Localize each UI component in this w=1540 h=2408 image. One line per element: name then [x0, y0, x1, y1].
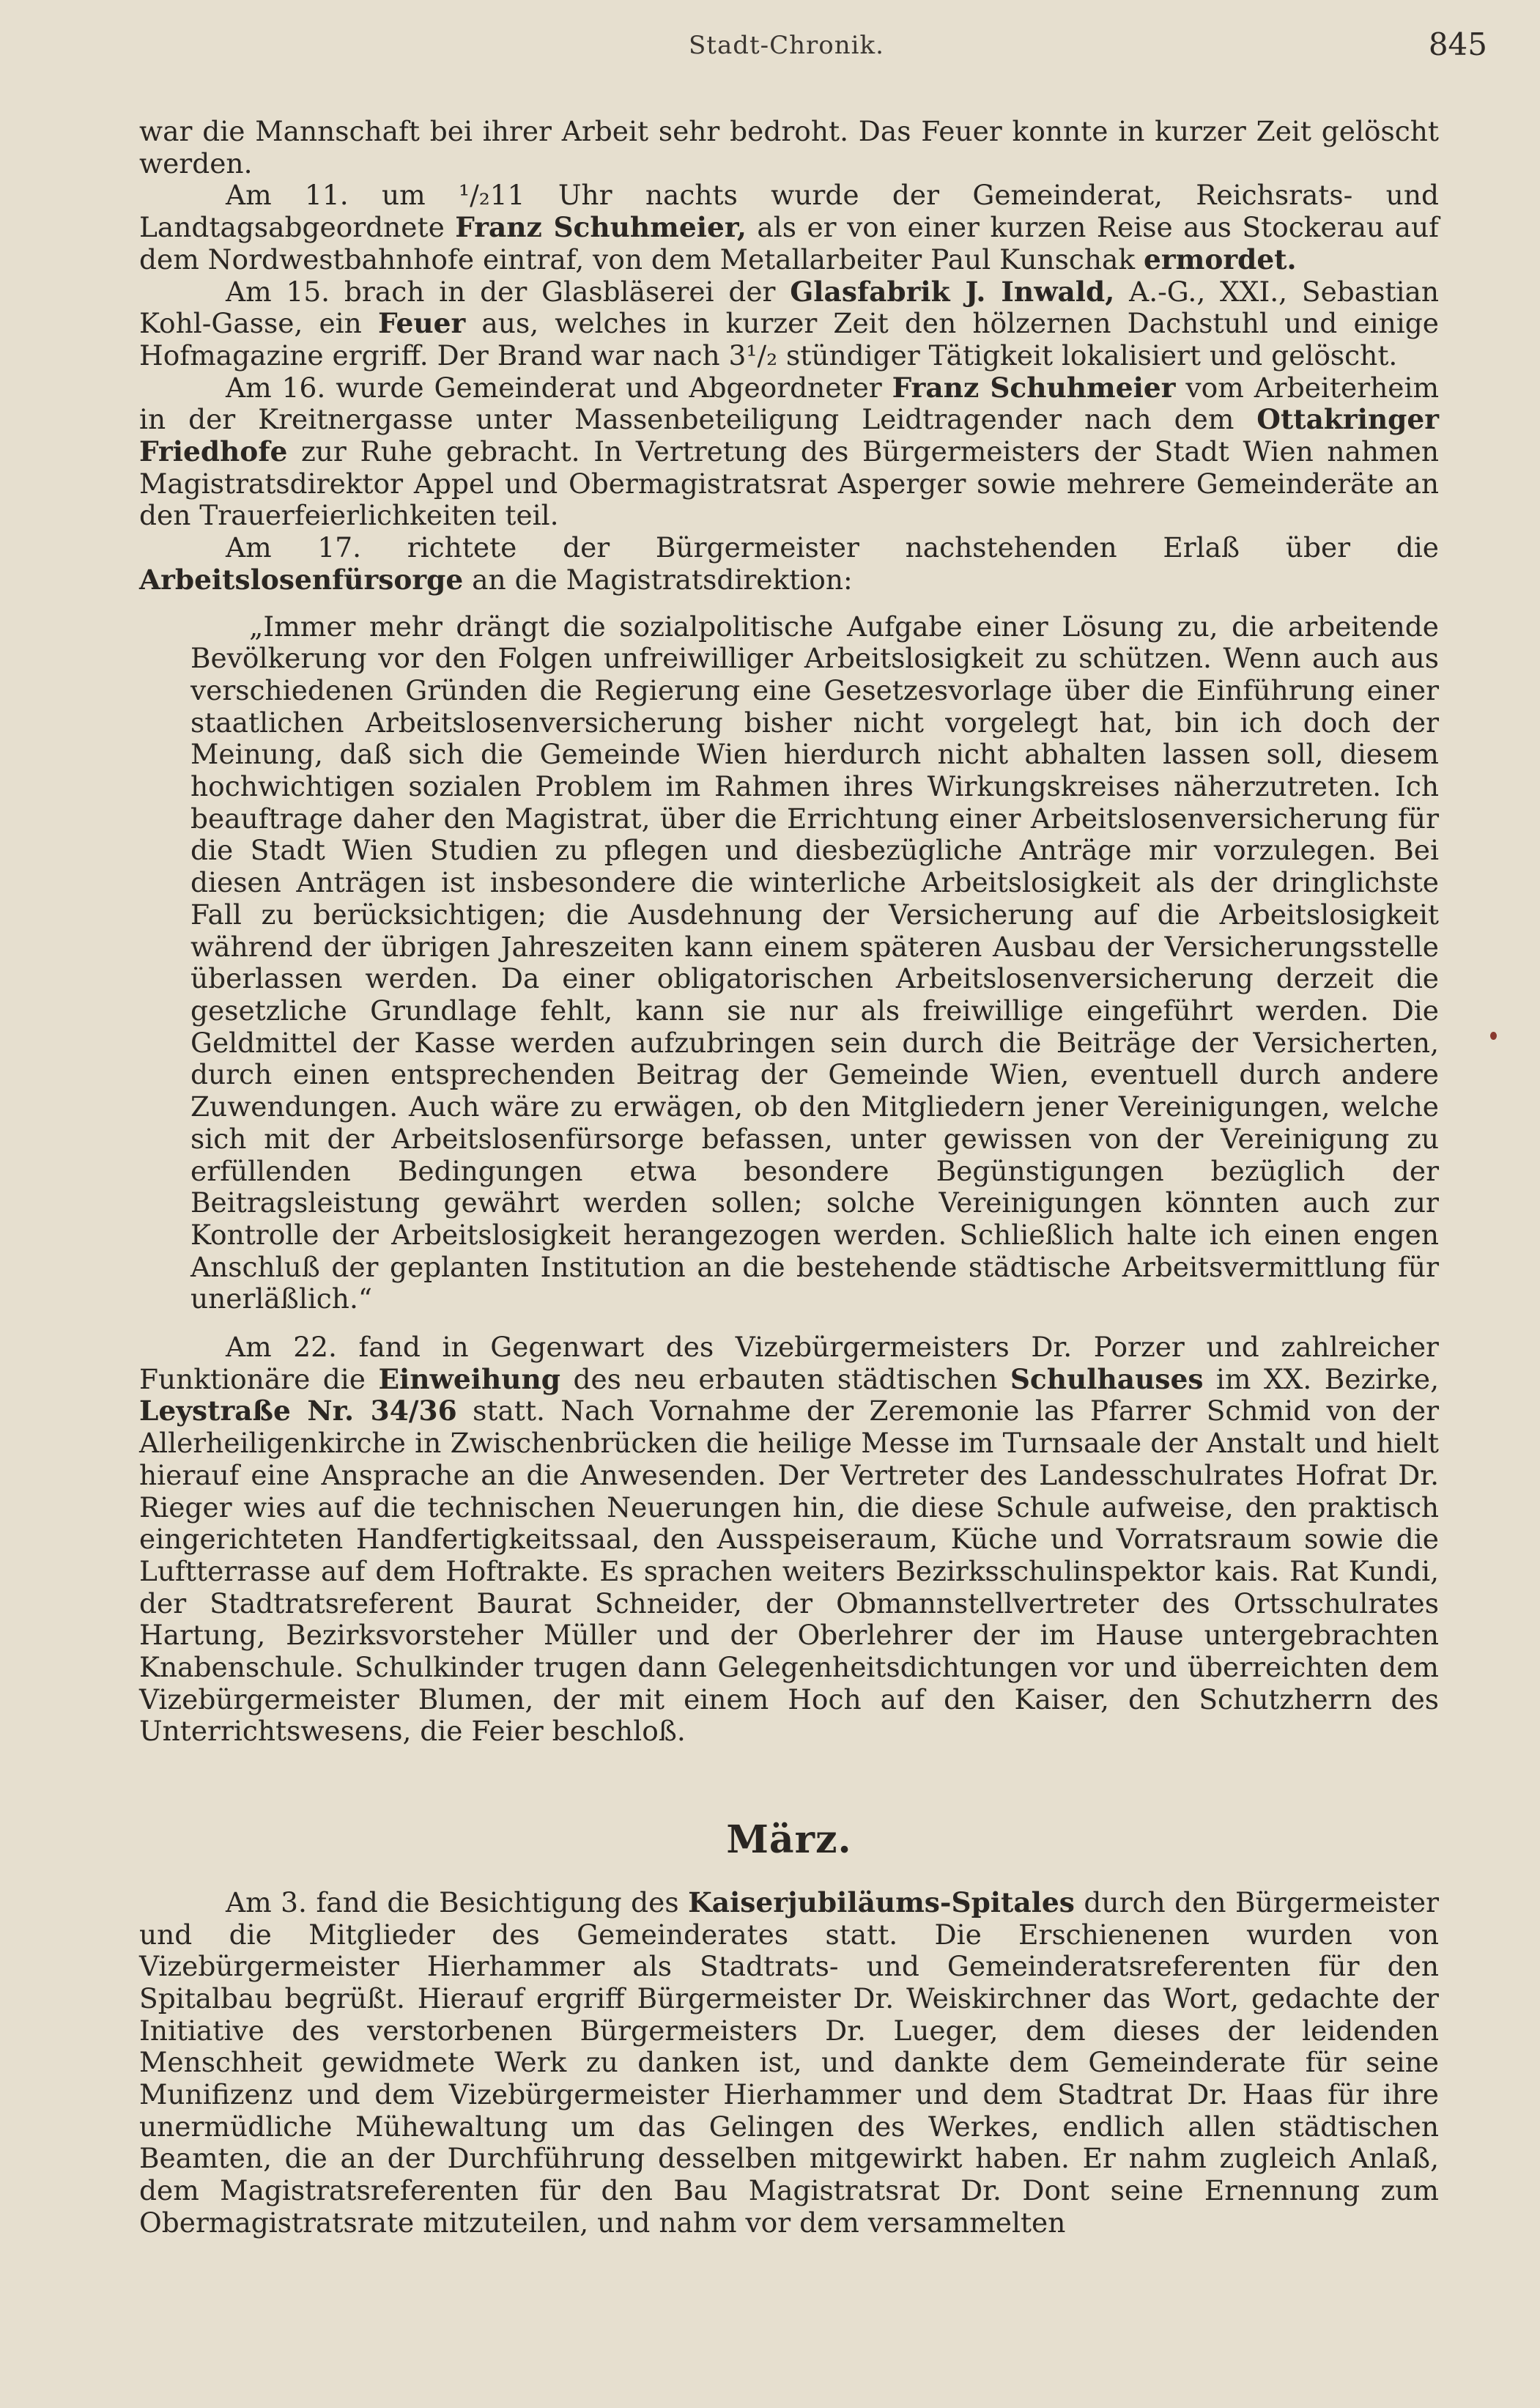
paper-speck	[1490, 1032, 1497, 1040]
emphasis-fire: Feuer	[377, 307, 466, 340]
paragraph-school-inauguration: Am 22. fand in Gegenwart des Vizebürgermeisters Dr. Porzer und zahlreicher Funktionäre die Einweihung des neu erbauten städtischen Schulhauses im XX. Bezirke, Leystraße Nr. 34/36 statt. Nach Vornahme der Zeremonie las Pfarrer Schmid von der Allerheiligenkirche in Zwischenbrücken die heilige Messe im Turnsaale der Anstalt und hielt hierauf eine Ansprache an die Anwesenden. Der Vertreter des Landesschulrates Hofrat Dr. Rieger wies auf die technischen Neuerungen hin, die diese Schule aufweise, den praktisch eingerichteten Handfertigkeitssaal, den Ausspeiseraum, Küche und Vorratsraum sowie die Luftterrasse auf dem Hoftrakte. Es sprachen weiters Bezirksschulinspektor kais. Rat Kundi, der Stadtratsreferent Baurat Schneider, der Obmannstellvertreter des Ortsschulrates Hartung, Bezirksvorsteher Müller und der Oberlehrer der im Hause untergebrachten Knabenschule. Schulkinder trugen dann Gelegenheitsdichtungen vor und überreichten dem Vizebürgermeister Blumen, der mit einem Hoch auf den Kaiser, den Schutzherrn des Unterrichtswesens, die Feier beschloß.	[139, 1331, 1440, 1748]
emphasis-name: Franz Schuhmeier,	[455, 211, 747, 244]
decree-quote-block	[190, 611, 1439, 1315]
emphasis-cemetery: Ottakringer Friedhofe	[139, 403, 1439, 468]
emphasis-schoolhouse: Schulhauses	[1010, 1362, 1204, 1395]
decree-quote-text: „Immer mehr drängt die sozialpolitische Aufgabe einer Lösung zu, die arbeitende Bevölkerung vor den Folgen unfreiwilliger Arbeitslosigkeit zu schützen. Wenn auch aus verschiedenen Gründen die Regierung eine Gesetzesvorlage über die Einführung einer staatlichen Arbeitslosenversicherung bisher nicht vorgelegt hat, bin ich doch der Meinung, daß sich die Gemeinde Wien hierdurch nicht abhalten lassen soll, diesem hochwichtigen sozialen Problem im Rahmen ihres Wirkungskreises näherzutreten. Ich beauftrage daher den Magistrat, über die Errichtung einer Arbeitslosenversicherung für die Stadt Wien Studien zu pflegen und diesbezügliche Anträge mir vorzulegen. Bei diesen Anträgen ist insbesondere die winterliche Arbeitslosigkeit als der dringlichste Fall zu berücksichtigen; die Ausdehnung der Versicherung auf die Arbeitslosigkeit während der übrigen Jahreszeiten kann einem späteren Ausbau der Versicherungsstelle überlassen werden. Da einer obligatorischen Arbeitslosenversicherung derzeit die gesetzliche Grundlage fehlt, kann sie nur als freiwillige eingeführt werden. Die Geldmittel der Kasse werden aufzubringen sein durch die Beiträge der Versicherten, durch einen entsprechenden Beitrag der Gemeinde Wien, eventuell durch andere Zuwendungen. Auch wäre zu erwägen, ob den Mitgliedern jener Vereinigungen, welche sich mit der Arbeitslosenfürsorge befassen, unter gewissen von der Vereinigung zu erfüllenden Bedingungen etwa besondere Begünstigungen bezüglich der Beitragsleistung gewährt werden sollen; solche Vereinigungen könnten auch zur Kontrolle der Arbeitslosigkeit herangezogen werden. Schließlich halte ich einen engen Anschluß der geplanten Institution an die bestehende städtische Arbeitsvermittlung für unerläßlich.“	[190, 610, 1439, 1315]
emphasis-unemployment-care: Arbeitslosenfürsorge	[139, 563, 464, 596]
body-text	[139, 116, 1439, 2239]
paragraph-fire-continuation: war die Mannschaft bei ihrer Arbeit sehr bedroht. Das Feuer konnte in kurzer Zeit gelöscht werden.	[139, 115, 1439, 180]
emphasis-murdered: ermordet.	[1144, 243, 1297, 276]
paragraph-funeral: Am 16. wurde Gemeinderat und Abgeordneter Franz Schuhmeier vom Arbeiterheim in der Kreitnergasse unter Massenbeteiligung Leidtragender nach dem Ottakringer Friedhofe zur Ruhe gebracht. In Vertretung des Bürgermeisters der Stadt Wien nahmen Magistratsdirektor Appel und Obermagistratsrat Asperger sowie mehrere Gemeinderäte an den Trauerfeierlichkeiten teil.	[139, 371, 1439, 532]
emphasis-firm: Glasfabrik J. Inwald,	[790, 275, 1115, 308]
paragraph-glass-factory-fire: Am 15. brach in der Glasbläserei der Glasfabrik J. Inwald, A.-G., XXI., Sebastian Kohl-Gasse, ein Feuer aus, welches in kurzer Zeit den hölzernen Dachstuhl und einige Hofmagazine ergriff. Der Brand war nach 3¹/₂ stündiger Tätigkeit lokalisiert und gelöscht.	[139, 275, 1439, 372]
section-heading-march: März.	[726, 1817, 852, 1863]
page-number: 845	[1428, 26, 1487, 62]
emphasis-inauguration: Einweihung	[378, 1362, 560, 1395]
paragraph-murder-report: Am 11. um ¹/₂11 Uhr nachts wurde der Gemeinderat, Reichsrats- und Landtagsabgeordnete Franz Schuhmeier, als er von einer kurzen Reise aus Stockerau auf dem Nordwestbahnhofe eintraf, von dem Metallarbeiter Paul Kunschak ermordet.	[139, 179, 1439, 276]
page-header	[0, 21, 1540, 64]
running-head: Stadt-Chronik.	[689, 31, 884, 60]
paragraph-decree-intro: Am 17. richtete der Bürgermeister nachstehenden Erlaß über die Arbeitslosenfürsorge an die Magistratsdirektion:	[139, 531, 1439, 596]
emphasis-name: Franz Schuhmeier	[892, 371, 1176, 404]
emphasis-street: Leystraße Nr. 34/36	[139, 1395, 457, 1428]
emphasis-hospital: Kaiserjubiläums-Spitales	[688, 1886, 1075, 1918]
paragraph-hospital-visit: Am 3. fand die Besichtigung des Kaiserjubiläums-Spitales durch den Bürgermeister und die Mitglieder des Gemeinderates statt. Die Erschienenen wurden von Vizebürgermeister Hierhammer als Stadtrats- und Gemeinderatsreferenten für den Spitalbau begrüßt. Hierauf ergriff Bürgermeister Dr. Weiskirchner das Wort, gedachte der Initiative des verstorbenen Bürgermeisters Dr. Lueger, dem dieses der leidenden Menschheit gewidmete Werk zu danken ist, und dankte dem Gemeinderate für seine Munifizenz und dem Vizebürgermeister Hierhammer und dem Stadtrat Dr. Haas für ihre unermüdliche Mühewaltung um das Gelingen des Werkes, endlich allen städtischen Beamten, die an der Durchführung desselben mitgewirkt haben. Er nahm zugleich Anlaß, dem Magistratsreferenten für den Bau Magistratsrat Dr. Dont seine Ernennung zum Obermagistratsrate mitzuteilen, und nahm vor dem versammelten	[139, 1886, 1439, 2239]
